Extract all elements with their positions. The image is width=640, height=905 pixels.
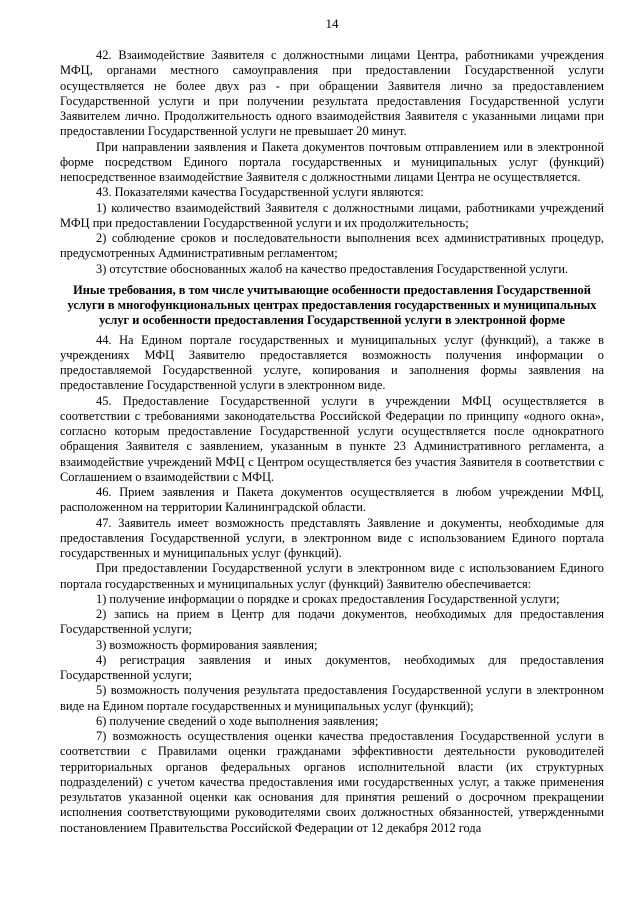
- paragraph-45: 45. Предоставление Государственной услуги в учреждении МФЦ осуществляется в соответствии с требованиями законодательства Российской Федерации по принципу «одного окна», согласно которым предоставление Государственной услуги осуществляется после однократного обращения Заявителя с заявлением, указанным в пункте 23 Административного регламента, а взаимодействие учреждений МФЦ с Центром осуществляется без участия Заявителя в соответствии с Соглашением о взаимодействии с МФЦ.: [60, 393, 604, 484]
- paragraph-47: 47. Заявитель имеет возможность представлять Заявление и документы, необходимые для предоставления Государственной услуги, в электронном виде с использованием Единого портала государственных и муниципальных услуг (функций).: [60, 515, 604, 560]
- paragraph-postal-submission: При направлении заявления и Пакета документов почтовым отправлением или в электронной форме посредством Единого портала государственных и муниципальных услуг (функций) непосредственное взаимодействие Заявителя с должностными лицами Центра не осуществляется.: [60, 139, 604, 184]
- paragraph-46: 46. Прием заявления и Пакета документов осуществляется в любом учреждении МФЦ, расположенном на территории Калининградской области.: [60, 485, 604, 515]
- electronic-item-3: 3) возможность формирования заявления;: [96, 637, 318, 652]
- section-heading: Иные требования, в том числе учитывающие особенности предоставления Государственной услуги в многофункциональных центрах предоставления государственных и муниципальных услуг и особенности предоставления Государственной услуги в электронной форме: [67, 282, 597, 328]
- electronic-item-7: 7) возможность осуществления оценки качества предоставления Государственной услуги в соответствии с Правилами оценки гражданами эффективности деятельности руководителей территориальных органов федеральных органов исполнительной власти (их структурных подразделений) с учетом качества предоставления ими государственных услуг, а также применения результатов указанной оценки как основания для принятия решений о досрочном прекращении исполнения соответствующими руководителями своих должностных обязанностей, утвержденными постановлением Правительства Российской Федерации от 12 декабря 2012 года: [60, 729, 604, 835]
- paragraph-42: 42. Взаимодействие Заявителя с должностными лицами Центра, работниками учреждения МФЦ, органами местного самоуправления при предоставлении Государственной услуги осуществляется не более двух раз - при обращении Заявителя лично за предоставлением Государственной услуги и при получении результата предоставления Государственной услуги Заявителем лично. Продолжительность одного взаимодействия Заявителя с указанными лицами при предоставлении Государственной услуги не превышает 20 минут.: [60, 48, 604, 139]
- electronic-item-5: 5) возможность получения результата предоставления Государственной услуги в электронном виде на Едином портале государственных и муниципальных услуг (функций);: [60, 683, 604, 713]
- paragraph-44: 44. На Едином портале государственных и муниципальных услуг (функций), а также в учреждениях МФЦ Заявителю предоставляется возможность получения информации о предоставляемой Государственной услуге, копирования и заполнения формы заявления на предоставление Государственной услуги в электронном виде.: [60, 332, 604, 393]
- paragraph-43: 43. Показателями качества Государственной услуги являются:: [96, 185, 424, 200]
- paragraph-electronic-provision: При предоставлении Государственной услуги в электронном виде с использованием Единого портала государственных и муниципальных услуг (функций) Заявителю обеспечивается:: [60, 561, 604, 591]
- electronic-item-1: 1) получение информации о порядке и сроках предоставления Государственной услуги;: [96, 591, 560, 606]
- document-body: [60, 48, 604, 836]
- quality-indicator-2: 2) соблюдение сроков и последовательности выполнения всех административных процедур, предусмотренных Административным регламентом;: [60, 231, 604, 261]
- electronic-item-6: 6) получение сведений о ходе выполнения заявления;: [96, 713, 379, 728]
- electronic-item-2: 2) запись на прием в Центр для подачи документов, необходимых для предоставления Государственной услуги;: [60, 607, 604, 637]
- quality-indicator-3: 3) отсутствие обоснованных жалоб на качество предоставления Государственной услуги.: [96, 261, 569, 276]
- electronic-item-4: 4) регистрация заявления и иных документов, необходимых для предоставления Государственной услуги;: [60, 652, 604, 682]
- quality-indicator-1: 1) количество взаимодействий Заявителя с должностными лицами, работниками учреждений МФЦ при предоставлении Государственной услуги и их продолжительность;: [60, 200, 604, 230]
- page-number: 14: [325, 16, 339, 31]
